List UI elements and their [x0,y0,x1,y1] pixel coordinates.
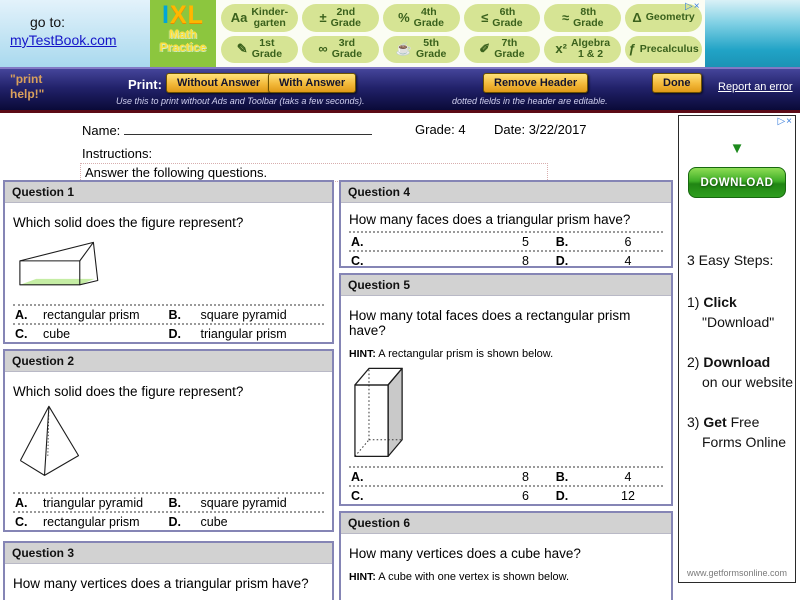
logo-subtitle-math: Math [169,27,197,41]
adchoices-banner[interactable] [685,1,701,12]
grade-button-precalculus[interactable]: ƒ Precalculus [625,36,702,64]
approx-icon: ≈ [561,9,570,25]
print-toolbar [0,67,800,113]
question-4-title: Question 4 [341,182,671,203]
adchoices-ad[interactable] [777,116,793,127]
grade-button-2nd[interactable]: ± 2nd Grade [302,4,379,32]
dotted-fields-caption: dotted fields in the header are editable. [452,96,608,106]
grade-button-algebra[interactable]: x² Algebra 1 & 2 [544,36,621,64]
grade-field: Grade: 4 [415,122,466,137]
ixl-brand-text: IXL [162,1,204,29]
done-button[interactable]: Done [652,73,702,93]
question-4 [339,180,673,268]
answer-row: A. 5 B. 6 [349,231,663,250]
question-column-left [3,180,334,600]
grade-value: 4 [458,122,466,137]
answer-row: C. 8 D. 4 [349,250,663,268]
grade-button-8th[interactable]: ≈ 8th Grade [544,4,621,32]
question-2-answers [13,492,324,530]
question-2-title: Question 2 [5,351,332,372]
question-5 [339,273,673,506]
name-blank-line [124,122,372,135]
question-4-answers [349,231,663,268]
steps-title: 3 Easy Steps: [687,252,774,268]
worksheet-header [0,113,676,181]
grade-button-kindergarten[interactable]: Aa Kinder- garten [221,4,298,32]
triangle-icon: Δ [632,9,642,25]
question-2-text: Which solid does the figure represent? [13,384,244,399]
x-squared-icon: x² [555,41,567,57]
function-icon: ƒ [628,41,636,57]
pencil-cup-icon: ✎ [236,41,248,57]
answer-row: A. 8 B. 4 [349,466,663,485]
grade-button-6th[interactable]: ≤ 6th Grade [464,4,541,32]
download-button[interactable]: DOWNLOAD [688,167,786,198]
down-arrow-icon: ▼ [729,140,745,157]
step-3: 3) Get Free Forms Online [687,414,787,450]
plus-minus-icon: ± [319,9,327,25]
question-6-text: How many vertices does a cube have? [349,546,581,561]
grade-button-5th[interactable]: ☕ 5th Grade [383,36,460,64]
grade-button-3rd[interactable]: ∞ 3rd Grade [302,36,379,64]
square-pyramid-figure [17,403,83,477]
adchoices-close-icon[interactable]: × [786,116,793,127]
question-3 [3,541,334,600]
adchoices-triangle-icon: ▷ [685,1,694,12]
pencil-icon: ✐ [479,41,491,57]
banner-right-gradient [705,0,800,67]
adchoices-close-icon[interactable]: × [693,1,701,12]
grade-button-geometry[interactable]: Δ Geometry [625,4,702,32]
name-field: Name: [82,122,372,138]
answer-row: A. triangular pyramid B. square pyramid [13,492,324,511]
logo-subtitle-practice: Practice [159,40,207,54]
question-6-title: Question 6 [341,513,671,534]
answer-row: C. rectangular prism D. cube [13,511,324,530]
grade-button-7th[interactable]: ✐ 7th Grade [464,36,541,64]
question-3-title: Question 3 [5,543,332,564]
goto-label: go to: [30,14,66,30]
answer-row: C. cube D. triangular prism [13,323,324,342]
kindergarten-icon: Aa [230,9,248,25]
question-1-answers [13,304,324,342]
percent-icon: % [398,9,410,25]
question-1-text: Which solid does the figure represent? [13,215,244,230]
grade-button-4th[interactable]: % 4th Grade [383,4,460,32]
triangular-prism-figure [17,238,99,287]
apple-icon: ☕ [395,41,412,57]
ad-steps [687,252,795,450]
grade-button-1st[interactable]: ✎ 1st Grade [221,36,298,64]
infinity-icon: ∞ [318,41,328,57]
step-1: 1) Click "Download" [687,294,775,330]
question-3-text: How many vertices does a triangular prism have? [13,576,309,591]
top-banner [0,0,800,67]
date-value: 3/22/2017 [528,122,587,137]
mytestbook-link[interactable]: myTestBook.com [10,32,117,48]
instructions-editable-field[interactable]: Answer the following questions. [80,163,548,182]
rectangular-prism-figure [351,362,415,464]
print-with-answer-button[interactable]: With Answer [268,73,356,93]
print-caption: Use this to print without Ads and Toolbar (taks a few seconds). [116,96,365,106]
print-label: Print: [128,77,162,92]
less-equal-icon: ≤ [481,9,489,25]
question-6 [339,511,673,600]
question-5-answers [349,466,663,504]
question-5-text: How many total faces does a rectangular prism have? [349,308,631,338]
report-error-link[interactable]: Report an error [718,81,793,93]
answer-row: A. rectangular prism B. square pyramid [13,304,324,323]
worksheet-area [0,113,800,600]
question-5-title: Question 5 [341,275,671,296]
ixl-logo [150,0,216,67]
instructions-label: Instructions: [82,146,153,161]
answer-row: C. 6 D. 12 [349,485,663,504]
step-2: 2) Download on our website [687,354,794,390]
sidebar-ad [678,115,796,583]
question-column-right [339,180,673,600]
grade-button-grid [218,0,705,67]
advertiser-url: www.getformsonline.com [686,568,788,578]
question-1-title: Question 1 [5,182,332,203]
print-help-label: "print help!" [10,72,45,101]
question-4-text: How many faces does a triangular prism have? [349,212,631,227]
question-5-hint: HINT: A rectangular prism is shown below. [349,348,554,360]
question-2 [3,349,334,532]
print-without-answer-button[interactable]: Without Answer [166,73,271,93]
question-6-hint: HINT: A cube with one vertex is shown below. [349,571,570,583]
adchoices-triangle-icon: ▷ [777,116,787,127]
remove-header-button[interactable]: Remove Header [483,73,588,93]
goto-box [0,0,150,67]
question-1 [3,180,334,344]
date-field: Date: 3/22/2017 [494,122,587,137]
